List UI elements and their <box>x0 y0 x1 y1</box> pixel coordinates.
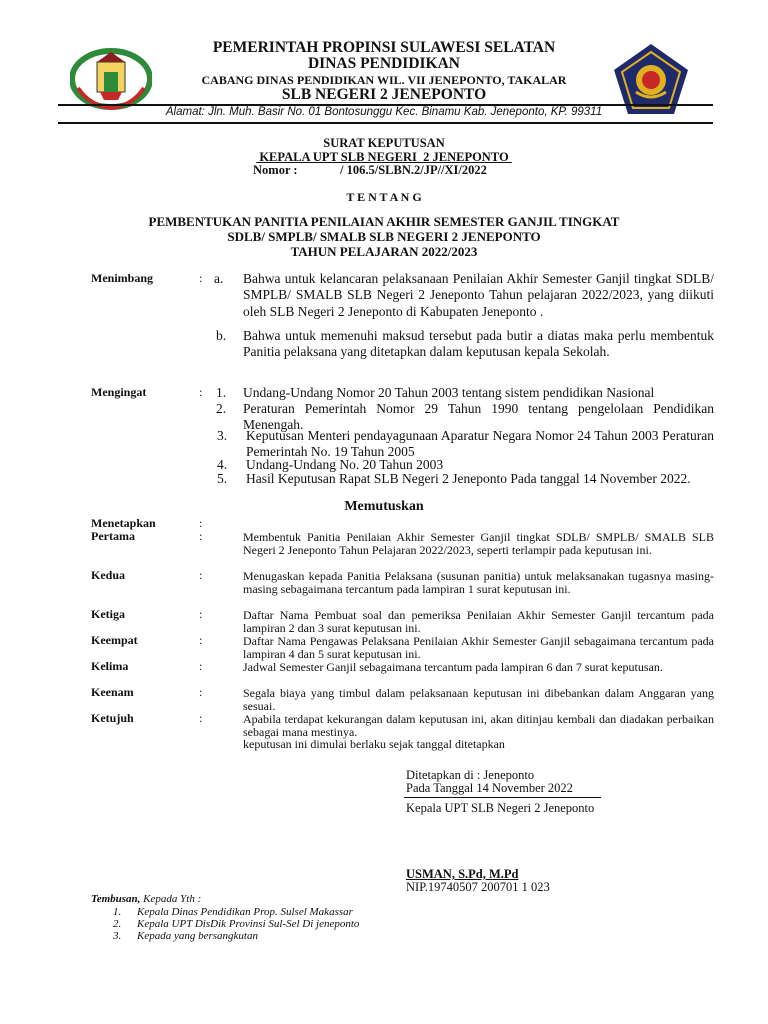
doc-title: SURAT KEPUTUSAN <box>323 136 445 150</box>
menetapkan-label: Menetapkan <box>91 516 156 530</box>
diktum-colon-pertama: : <box>199 529 203 543</box>
mengingat-mark-5: 5. <box>217 471 228 486</box>
mengingat-colon: : <box>199 385 203 399</box>
mengingat-item-2: Peraturan Pemerintah Nomor 29 Tahun 1990 tentang pengelolaan Pendidikan Menengah. <box>243 401 714 433</box>
menimbang-item-b: Bahwa untuk memenuhi maksud tersebut pada butir a diatas maka perlu membentuk Panitia pelaksana yang ditetapkan dalam keputusan kepala Sekolah. <box>243 328 714 360</box>
sig-divider <box>404 797 601 798</box>
sig-jabatan: Kepala UPT SLB Negeri 2 Jeneponto <box>406 801 595 815</box>
mengingat-mark-2: 2. <box>216 401 227 416</box>
menetapkan-colon: : <box>199 516 203 530</box>
nomor-label: Nomor : <box>253 163 298 177</box>
mengingat-label: Mengingat <box>91 385 147 399</box>
sig-ditetapkan: Ditetapkan di : Jeneponto <box>406 768 535 782</box>
menimbang-colon: : <box>199 271 203 285</box>
diktum-label-kedua: Kedua <box>91 568 126 582</box>
mengingat-mark-1: 1. <box>216 385 227 400</box>
tembusan-item-1: Kepala Dinas Pendidikan Prop. Sulsel Makassar <box>137 906 353 918</box>
diktum-text-keenam: Segala biaya yang timbul dalam pelaksanaan keputusan ini dibebankan dalam Anggaran yang sesuai. <box>243 686 714 713</box>
tembusan-kepada: Kepada Yth : <box>140 893 202 905</box>
kop-sekolah: SLB NEGERI 2 JENEPONTO <box>281 86 487 103</box>
diktum-colon-ketujuh: : <box>199 711 203 725</box>
sig-nip: NIP.19740507 200701 1 023 <box>406 880 550 894</box>
diktum-label-pertama: Pertama <box>91 529 135 543</box>
diktum-colon-kedua: : <box>199 568 203 582</box>
mengingat-item-3: Keputusan Menteri pendayagunaan Aparatur Negara Nomor 24 Tahun 2003 Peraturan Pemerintah No. 19 Tahun 2005 <box>246 428 714 460</box>
diktum-label-keempat: Keempat <box>91 633 138 647</box>
mengingat-mark-3: 3. <box>217 428 228 443</box>
tembusan-mark-2: 2. <box>113 918 122 930</box>
mengingat-item-1: Undang-Undang Nomor 20 Tahun 2003 tentang sistem pendidikan Nasional <box>243 385 655 400</box>
diktum-text-ketujuh-extra: keputusan ini dimulai berlaku sejak tanggal ditetapkan <box>243 737 505 751</box>
menimbang-label: Menimbang <box>91 271 154 285</box>
diktum-text-kedua: Menugaskan kepada Panitia Pelaksana (susunan panitia) untuk melaksanakan tugasnya masing-masing sebagaimana tercantum pada lampiran 1 surat keputusan ini. <box>243 569 714 596</box>
diktum-text-pertama: Membentuk Panitia Penilaian Akhir Semester Ganjil tingkat SDLB/ SMPLB/ SMALB SLB Negeri 2 Jeneponto Tahun Pelajaran 2022/2023, seperti terlampir pada keputusan ini. <box>243 530 714 557</box>
subject-line-2: SDLB/ SMPLB/ SMALB SLB NEGERI 2 JENEPONTO <box>227 229 541 244</box>
sig-nama: USMAN, S.Pd, M.Pd <box>406 867 519 881</box>
kop-address: Alamat: Jln. Muh. Basir No. 01 Bontosunggu Kec. Binamu Kab. Jeneponto, KP. 99311 <box>165 106 603 118</box>
diktum-label-keenam: Keenam <box>91 685 134 699</box>
tembusan-item-3: Kepada yang bersangkutan <box>137 930 258 942</box>
diktum-colon-ketiga: : <box>199 607 203 621</box>
menimbang-mark-a: a. <box>214 271 224 286</box>
tembusan-mark-3: 3. <box>113 930 122 942</box>
diktum-colon-keempat: : <box>199 633 203 647</box>
diktum-colon-keenam: : <box>199 685 203 699</box>
doc-subtitle-kepala: KEPALA UPT SLB NEGERI 2 JENEPONTO <box>256 150 512 164</box>
tembusan-item-2: Kepala UPT DisDik Provinsi Sul-Sel Di jeneponto <box>137 918 360 930</box>
diktum-text-ketujuh: Apabila terdapat kekurangan dalam keputusan ini, akan ditinjau kembali dan diadakan perbaikan sebagai mana mestinya. <box>243 712 714 739</box>
nomor-value: / 106.5/SLBN.2/JP//XI/2022 <box>340 163 487 177</box>
diktum-text-keempat: Daftar Nama Pengawas Pelaksana Penilaian Akhir Semester Ganjil sebagaimana tercantum pada lampiran 4 dan 5 surat keputusan ini. <box>243 634 714 661</box>
diktum-label-ketiga: Ketiga <box>91 607 125 621</box>
diktum-label-ketujuh: Ketujuh <box>91 711 134 725</box>
mengingat-mark-4: 4. <box>217 457 228 472</box>
tembusan-mark-1: 1. <box>113 906 122 918</box>
tembusan-heading <box>91 893 201 905</box>
diktum-text-kelima: Jadwal Semester Ganjil sebagaimana tercantum pada lampiran 6 dan 7 surat keputusan. <box>243 660 663 674</box>
memutuskan-heading: Memutuskan <box>344 499 424 514</box>
header-rule-bottom <box>58 122 713 124</box>
mengingat-item-4: Undang-Undang No. 20 Tahun 2003 <box>246 457 444 472</box>
mengingat-item-5: Hasil Keputusan Rapat SLB Negeri 2 Jeneponto Pada tanggal 14 November 2022. <box>246 471 691 486</box>
diktum-label-kelima: Kelima <box>91 659 129 673</box>
diktum-colon-kelima: : <box>199 659 203 673</box>
tentang-heading: T E N T A N G <box>346 190 422 204</box>
menimbang-item-a: Bahwa untuk kelancaran pelaksanaan Penilaian Akhir Semester Ganjil tingkat SDLB/ SMPLB/ SMALB SLB Negeri 2 Jeneponto Tahun pelajaran 2022/2023, yang diikuti oleh SLB Negeri 2 Jeneponto di Kabupaten Jeneponto . <box>243 271 714 319</box>
diktum-text-ketiga: Daftar Nama Pembuat soal dan pemeriksa Penilaian Akhir Semester Ganjil tercantum pada lampiran 2 dan 3 surat keputusan ini. <box>243 608 714 635</box>
menimbang-mark-b: b. <box>216 328 227 343</box>
subject-line-3: TAHUN PELAJARAN 2022/2023 <box>290 244 478 259</box>
sig-tanggal: Pada Tanggal 14 November 2022 <box>406 781 573 795</box>
kop-pemerintah: PEMERINTAH PROPINSI SULAWESI SELATAN <box>212 39 556 56</box>
kop-dinas: DINAS PENDIDIKAN <box>307 55 460 72</box>
subject-line-1: PEMBENTUKAN PANITIA PENILAIAN AKHIR SEMESTER GANJIL TINGKAT <box>148 214 620 229</box>
tembusan-label: Tembusan, <box>91 893 141 905</box>
kop-cabang: CABANG DINAS PENDIDIKAN WIL. VII JENEPONTO, TAKALAR <box>201 73 567 87</box>
